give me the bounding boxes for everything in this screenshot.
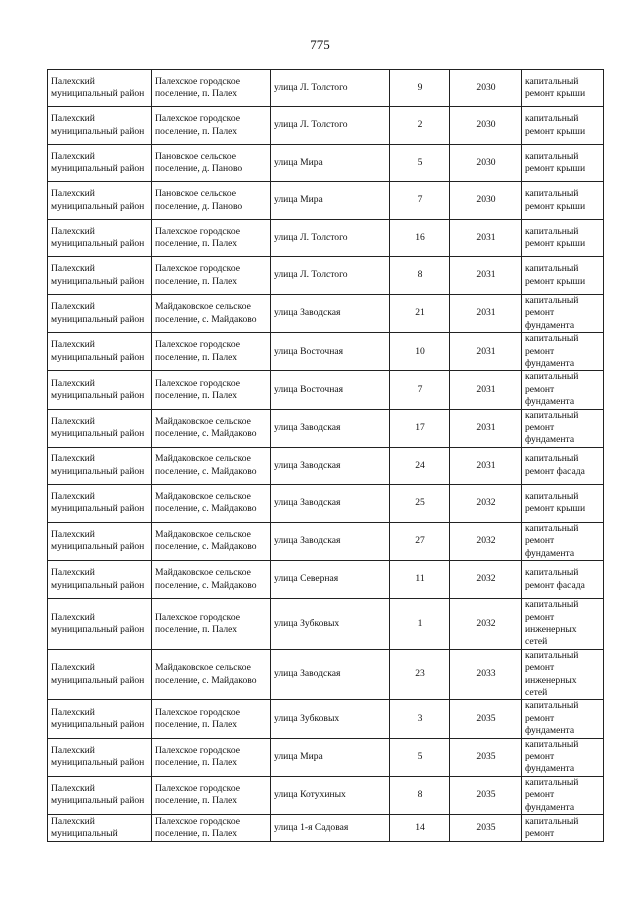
table-row — [48, 447, 604, 484]
table-row — [48, 295, 604, 333]
table-row — [48, 70, 604, 107]
street-cell: улица Заводская — [271, 409, 390, 447]
house-number-cell: 11 — [390, 561, 450, 599]
street-cell: улица Северная — [271, 561, 390, 599]
year-cell: 2031 — [450, 257, 522, 295]
street-cell: улица Зубковых — [271, 599, 390, 650]
house-number-cell: 9 — [390, 70, 450, 107]
district-cell: Палехский муниципальный район — [48, 220, 152, 257]
year-cell: 2030 — [450, 145, 522, 182]
work-type-cell: капитальный ремонт фасада — [522, 561, 604, 599]
house-number-cell: 17 — [390, 409, 450, 447]
district-cell: Палехский муниципальный район — [48, 107, 152, 145]
year-cell: 2035 — [450, 815, 522, 842]
district-cell: Палехский муниципальный район — [48, 776, 152, 814]
settlement-cell: Палехское городское поселение, п. Палех — [152, 70, 271, 107]
house-number-cell: 8 — [390, 257, 450, 295]
year-cell: 2031 — [450, 295, 522, 333]
district-cell: Палехский муниципальный район — [48, 599, 152, 650]
district-cell: Палехский муниципальный район — [48, 409, 152, 447]
year-cell: 2031 — [450, 447, 522, 484]
district-cell: Палехский муниципальный район — [48, 447, 152, 484]
house-number-cell: 7 — [390, 371, 450, 409]
district-cell: Палехский муниципальный район — [48, 522, 152, 560]
street-cell: улица Л. Толстого — [271, 257, 390, 295]
settlement-cell: Палехское городское поселение, п. Палех — [152, 107, 271, 145]
district-cell: Палехский муниципальный район — [48, 561, 152, 599]
street-cell: улица Восточная — [271, 371, 390, 409]
table-row — [48, 561, 604, 599]
street-cell: улица Л. Толстого — [271, 70, 390, 107]
house-number-cell: 25 — [390, 484, 450, 522]
work-type-cell: капитальный ремонт фундамента — [522, 295, 604, 333]
repair-schedule-table — [47, 69, 604, 842]
house-number-cell: 5 — [390, 738, 450, 776]
house-number-cell: 14 — [390, 815, 450, 842]
year-cell: 2031 — [450, 220, 522, 257]
street-cell: улица Зубковых — [271, 700, 390, 738]
work-type-cell: капитальный ремонт крыши — [522, 484, 604, 522]
work-type-cell: капитальный ремонт инженерных сетей — [522, 599, 604, 650]
house-number-cell: 23 — [390, 649, 450, 700]
district-cell: Палехский муниципальный район — [48, 738, 152, 776]
settlement-cell: Палехское городское поселение, п. Палех — [152, 220, 271, 257]
settlement-cell: Майдаковское сельское поселение, с. Майдаково — [152, 409, 271, 447]
street-cell: улица Л. Толстого — [271, 107, 390, 145]
district-cell: Палехский муниципальный район — [48, 700, 152, 738]
house-number-cell: 1 — [390, 599, 450, 650]
settlement-cell: Майдаковское сельское поселение, с. Майдаково — [152, 561, 271, 599]
street-cell: улица Л. Толстого — [271, 220, 390, 257]
work-type-cell: капитальный ремонт фундамента — [522, 776, 604, 814]
settlement-cell: Палехское городское поселение, п. Палех — [152, 700, 271, 738]
district-cell: Палехский муниципальный район — [48, 257, 152, 295]
year-cell: 2033 — [450, 649, 522, 700]
year-cell: 2031 — [450, 371, 522, 409]
settlement-cell: Майдаковское сельское поселение, с. Майдаково — [152, 295, 271, 333]
work-type-cell: капитальный ремонт фундамента — [522, 522, 604, 560]
work-type-cell: капитальный ремонт фундамента — [522, 700, 604, 738]
work-type-cell: капитальный ремонт фундамента — [522, 409, 604, 447]
table-row — [48, 522, 604, 560]
year-cell: 2030 — [450, 182, 522, 220]
work-type-cell: капитальный ремонт — [522, 815, 604, 842]
year-cell: 2035 — [450, 700, 522, 738]
street-cell: улица Мира — [271, 182, 390, 220]
settlement-cell: Палехское городское поселение, п. Палех — [152, 776, 271, 814]
district-cell: Палехский муниципальный район — [48, 182, 152, 220]
settlement-cell: Пановское сельское поселение, д. Паново — [152, 182, 271, 220]
year-cell: 2035 — [450, 738, 522, 776]
street-cell: улица Заводская — [271, 484, 390, 522]
street-cell: улица Заводская — [271, 447, 390, 484]
work-type-cell: капитальный ремонт фундамента — [522, 738, 604, 776]
street-cell: улица Заводская — [271, 295, 390, 333]
settlement-cell: Палехское городское поселение, п. Палех — [152, 599, 271, 650]
district-cell: Палехский муниципальный район — [48, 333, 152, 371]
year-cell: 2030 — [450, 107, 522, 145]
table-row — [48, 599, 604, 650]
table-row — [48, 220, 604, 257]
year-cell: 2032 — [450, 599, 522, 650]
district-cell: Палехский муниципальный район — [48, 649, 152, 700]
year-cell: 2032 — [450, 561, 522, 599]
table-row — [48, 776, 604, 814]
house-number-cell: 21 — [390, 295, 450, 333]
house-number-cell: 8 — [390, 776, 450, 814]
year-cell: 2030 — [450, 70, 522, 107]
settlement-cell: Палехское городское поселение, п. Палех — [152, 815, 271, 842]
district-cell: Палехский муниципальный район — [48, 70, 152, 107]
work-type-cell: капитальный ремонт фундамента — [522, 371, 604, 409]
year-cell: 2032 — [450, 522, 522, 560]
work-type-cell: капитальный ремонт крыши — [522, 145, 604, 182]
table-row — [48, 107, 604, 145]
table-row — [48, 257, 604, 295]
year-cell: 2031 — [450, 333, 522, 371]
street-cell: улица Мира — [271, 145, 390, 182]
house-number-cell: 24 — [390, 447, 450, 484]
table-row — [48, 700, 604, 738]
settlement-cell: Пановское сельское поселение, д. Паново — [152, 145, 271, 182]
district-cell: Палехский муниципальный район — [48, 371, 152, 409]
table-row — [48, 182, 604, 220]
settlement-cell: Майдаковское сельское поселение, с. Майдаково — [152, 649, 271, 700]
page-number: 775 — [310, 37, 330, 52]
street-cell: улица Заводская — [271, 522, 390, 560]
house-number-cell: 2 — [390, 107, 450, 145]
settlement-cell: Палехское городское поселение, п. Палех — [152, 371, 271, 409]
year-cell: 2035 — [450, 776, 522, 814]
district-cell: Палехский муниципальный район — [48, 484, 152, 522]
settlement-cell: Палехское городское поселение, п. Палех — [152, 333, 271, 371]
work-type-cell: капитальный ремонт крыши — [522, 70, 604, 107]
work-type-cell: капитальный ремонт крыши — [522, 220, 604, 257]
settlement-cell: Майдаковское сельское поселение, с. Майдаково — [152, 484, 271, 522]
settlement-cell: Палехское городское поселение, п. Палех — [152, 257, 271, 295]
work-type-cell: капитальный ремонт крыши — [522, 107, 604, 145]
district-cell: Палехский муниципальный район — [48, 295, 152, 333]
table-row — [48, 815, 604, 842]
house-number-cell: 27 — [390, 522, 450, 560]
street-cell: улица Заводская — [271, 649, 390, 700]
work-type-cell: капитальный ремонт фасада — [522, 447, 604, 484]
table-row — [48, 371, 604, 409]
street-cell: улица 1-я Садовая — [271, 815, 390, 842]
table-row — [48, 484, 604, 522]
work-type-cell: капитальный ремонт инженерных сетей — [522, 649, 604, 700]
work-type-cell: капитальный ремонт крыши — [522, 182, 604, 220]
table-row — [48, 738, 604, 776]
year-cell: 2031 — [450, 409, 522, 447]
street-cell: улица Мира — [271, 738, 390, 776]
settlement-cell: Майдаковское сельское поселение, с. Майдаково — [152, 522, 271, 560]
year-cell: 2032 — [450, 484, 522, 522]
table-row — [48, 333, 604, 371]
house-number-cell: 3 — [390, 700, 450, 738]
settlement-cell: Майдаковское сельское поселение, с. Майдаково — [152, 447, 271, 484]
house-number-cell: 10 — [390, 333, 450, 371]
table-row — [48, 409, 604, 447]
house-number-cell: 16 — [390, 220, 450, 257]
district-cell: Палехский муниципальный район — [48, 145, 152, 182]
table-row — [48, 649, 604, 700]
house-number-cell: 7 — [390, 182, 450, 220]
street-cell: улица Восточная — [271, 333, 390, 371]
district-cell: Палехский муниципальный — [48, 815, 152, 842]
work-type-cell: капитальный ремонт фундамента — [522, 333, 604, 371]
work-type-cell: капитальный ремонт крыши — [522, 257, 604, 295]
house-number-cell: 5 — [390, 145, 450, 182]
settlement-cell: Палехское городское поселение, п. Палех — [152, 738, 271, 776]
table-row — [48, 145, 604, 182]
street-cell: улица Котухиных — [271, 776, 390, 814]
